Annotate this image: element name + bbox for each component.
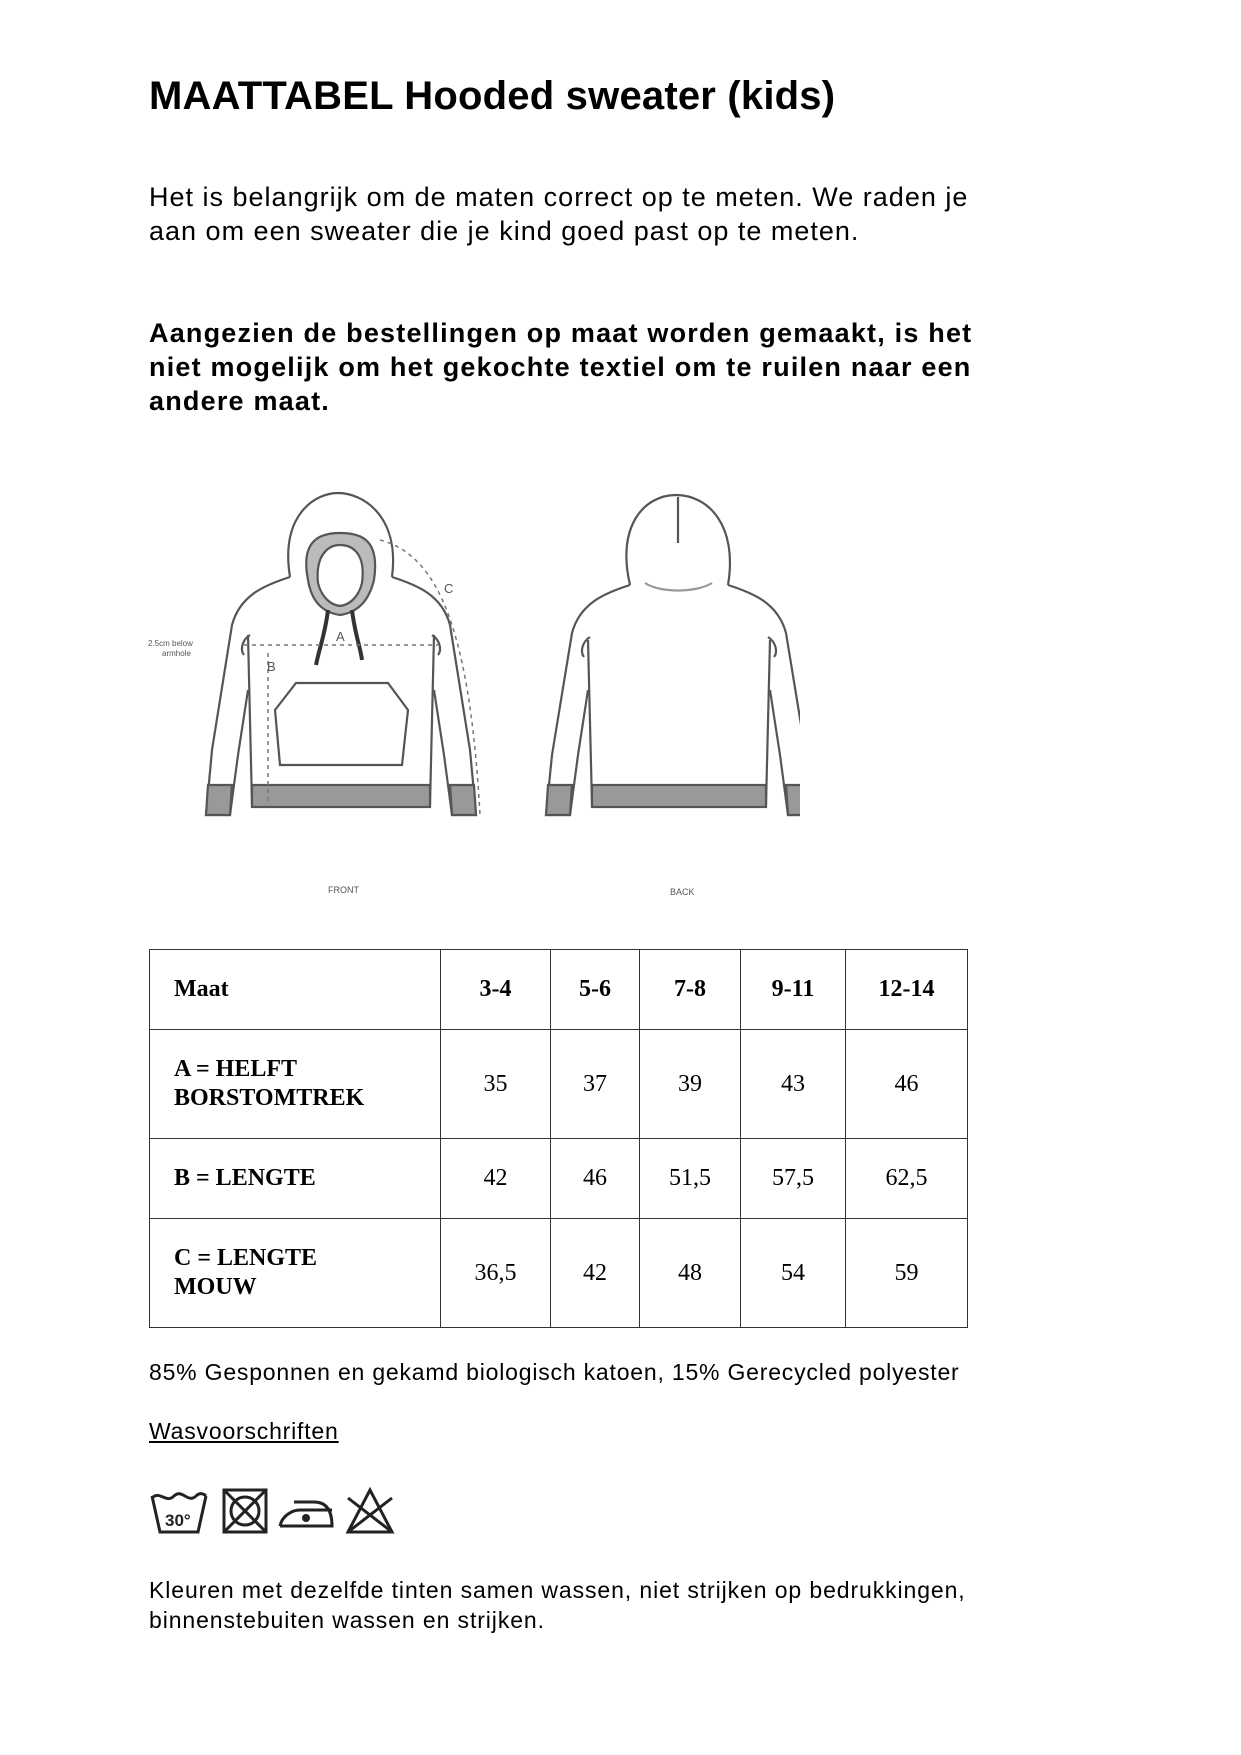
header-cell: 9-11 — [741, 950, 846, 1030]
hoodie-back-drawing — [546, 495, 800, 815]
table-cell: 42 — [441, 1139, 551, 1219]
header-cell: 3-4 — [441, 950, 551, 1030]
table-cell: 36,5 — [441, 1219, 551, 1328]
row-label — [150, 1219, 441, 1328]
table-row — [150, 1139, 968, 1219]
care-symbols — [148, 1480, 408, 1540]
front-label: FRONT — [328, 885, 359, 895]
table-cell: 51,5 — [640, 1139, 741, 1219]
header-cell: 7-8 — [640, 950, 741, 1030]
wash-30-icon — [152, 1494, 206, 1532]
armhole-note-line2: armhole — [162, 649, 191, 658]
row-label — [150, 1030, 441, 1139]
marker-b: B — [267, 659, 276, 674]
table-row — [150, 1030, 968, 1139]
header-cell: 5-6 — [551, 950, 640, 1030]
back-label: BACK — [670, 887, 695, 897]
table-cell: 62,5 — [846, 1139, 968, 1219]
header-cell: Maat — [150, 950, 441, 1030]
table-cell: 46 — [551, 1139, 640, 1219]
hoodie-diagram — [140, 485, 800, 905]
table-cell: 43 — [741, 1030, 846, 1139]
material-text: 85% Gesponnen en gekamd biologisch katoen, 15% Gerecycled polyester — [149, 1359, 960, 1385]
wash-instructions-link[interactable]: Wasvoorschriften — [149, 1418, 339, 1444]
marker-a: A — [336, 629, 345, 644]
iron-low-icon — [280, 1502, 332, 1526]
row-label-line: A = HELFT — [174, 1056, 298, 1082]
table-cell: 54 — [741, 1219, 846, 1328]
exchange-warning: Aangezien de bestellingen op maat worden gemaakt, is het niet mogelijk om het gekochte textiel om te ruilen naar een andere maat. — [149, 318, 973, 416]
row-label-line: B = LENGTE — [174, 1165, 316, 1191]
table-cell: 42 — [551, 1219, 640, 1328]
table-cell: 39 — [640, 1030, 741, 1139]
header-cell: 12-14 — [846, 950, 968, 1030]
no-tumble-dry-icon — [224, 1490, 266, 1532]
marker-c: C — [444, 581, 454, 596]
row-label-line: BORSTOMTREK — [174, 1085, 365, 1111]
row-label-line: MOUW — [174, 1274, 257, 1300]
table-row — [150, 1219, 968, 1328]
table-cell: 59 — [846, 1219, 968, 1328]
row-label — [150, 1139, 441, 1219]
table-cell: 57,5 — [741, 1139, 846, 1219]
row-label-line: C = LENGTE — [174, 1245, 318, 1271]
table-cell: 46 — [846, 1030, 968, 1139]
table-cell: 35 — [441, 1030, 551, 1139]
no-bleach-icon — [348, 1490, 392, 1532]
table-header-row — [150, 950, 968, 1030]
wash-temp-label: 30° — [165, 1511, 191, 1530]
intro-text: Het is belangrijk om de maten correct op te meten. We raden je aan om een sweater die je kind goed past op te meten. — [149, 182, 969, 246]
table-cell: 48 — [640, 1219, 741, 1328]
page-title: MAATTABEL Hooded sweater (kids) — [149, 74, 836, 118]
armhole-note-line1: 2.5cm below — [148, 639, 193, 648]
table-cell: 37 — [551, 1030, 640, 1139]
size-table — [149, 949, 968, 1328]
hoodie-front-drawing — [206, 493, 476, 815]
care-note: Kleuren met dezelfde tinten samen wassen, niet strijken op bedrukkingen, binnenstebuiten wassen en strijken. — [149, 1577, 966, 1633]
